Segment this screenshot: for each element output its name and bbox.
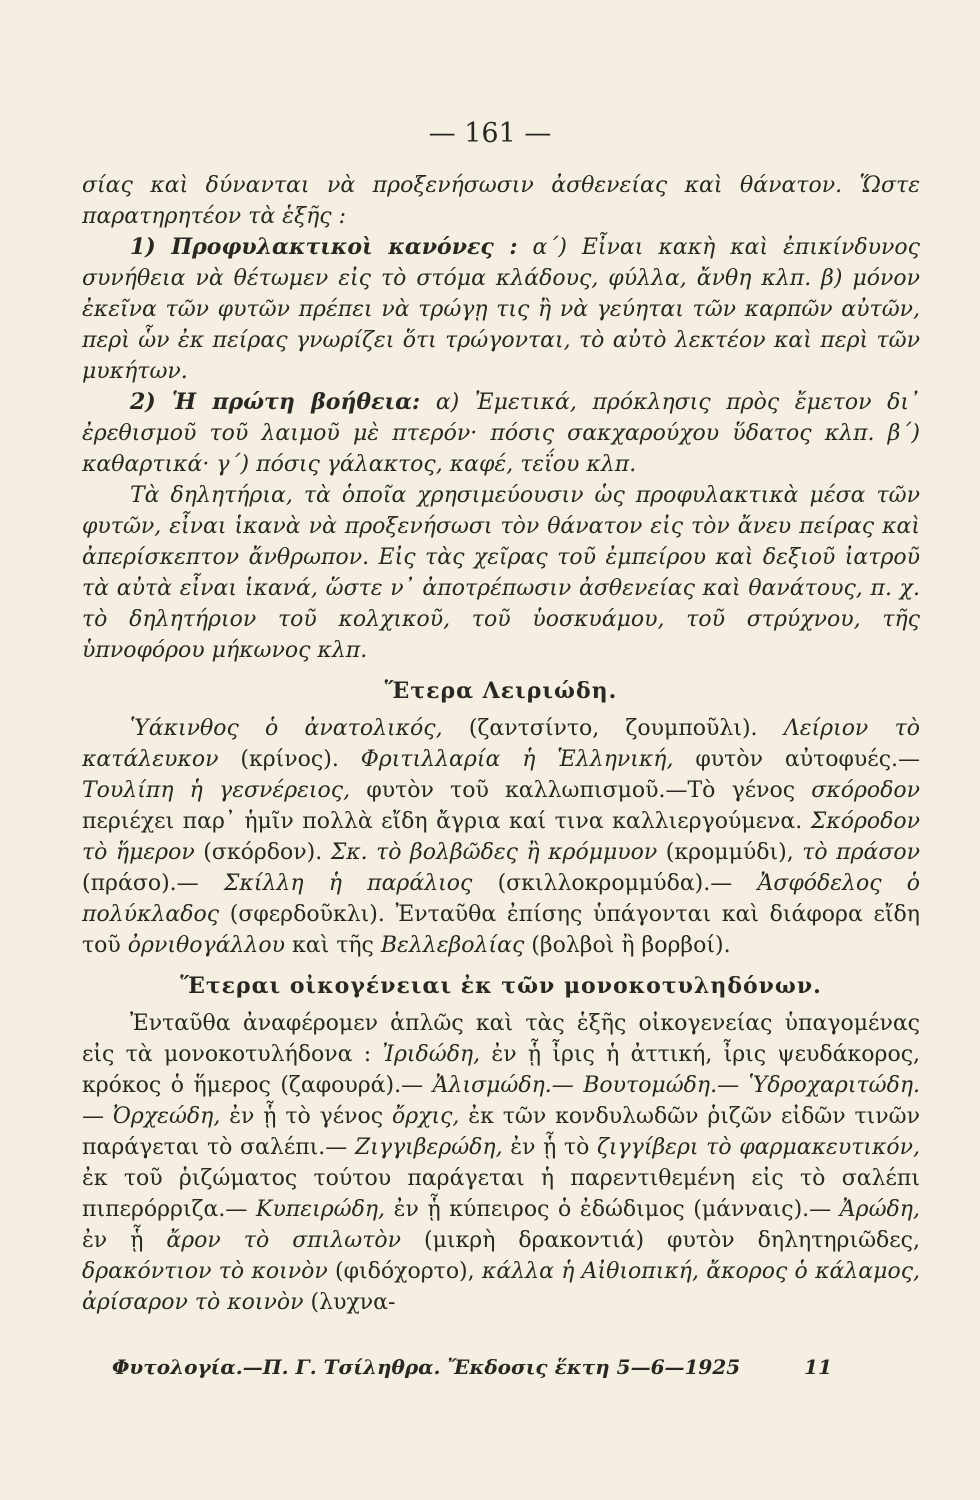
- t-a: Ὑάκινθος ὁ ἀνατολικός,: [130, 716, 443, 741]
- t-v: καὶ τῆς: [291, 933, 374, 958]
- t-i: σκόροδον: [811, 778, 920, 803]
- footer-signature-number: 11: [804, 1355, 832, 1379]
- m-m: ἐν ᾗ κύπειρος ὁ ἐδώδιμος (μάνναις).—: [393, 1197, 832, 1222]
- t-q: Σκίλλη ἡ παράλιος: [223, 871, 473, 896]
- label-first-aid: 2) Ἡ πρώτη βοήθεια:: [130, 389, 421, 415]
- footer-citation: Φυτολογία.—Π. Γ. Τσίληθρα. Ἔκδοσις ἕκτη 5—6—1925: [112, 1355, 741, 1379]
- t-s: Ἀσφόδελος ὁ πολύκλαδος: [82, 871, 921, 927]
- m-p: ἄρον τὸ σπιλωτὸν: [166, 1228, 402, 1253]
- m-n: Ἀρώδη,: [839, 1197, 920, 1222]
- t-h: φυτὸν τοῦ καλλωπισμοῦ.—Τὸ γένος: [366, 778, 796, 803]
- paragraph-first-aid: [82, 387, 920, 480]
- m-s: (φιδόχορτο),: [335, 1259, 475, 1284]
- t-l: (σκόρδον).: [203, 840, 323, 865]
- t-x: (βολβοὶ ἢ βορβοί).: [531, 933, 731, 958]
- paragraph-preventive-rules: [82, 232, 920, 387]
- paragraph-intro: [82, 170, 920, 232]
- m-t: κάλλα ἡ Αἰθιοπική, ἄκορος ὁ κάλαμος, ἀρίσαρον τὸ κοινὸν: [82, 1259, 921, 1315]
- t-d: (κρίνος).: [240, 747, 339, 772]
- t-j: περιέχει παρ᾽ ἡμῖν πολλὰ εἴδη ἄγρια καί τινα καλλιεργούμενα.: [82, 809, 803, 834]
- t-m: Σκ. τὸ βολβῶδες ἢ κρόμμυον: [330, 840, 658, 865]
- m-q: (μικρὴ δρακοντιά) φυτὸν δηλητηριῶδες,: [424, 1228, 920, 1253]
- text-first-aid: α) Ἐμετικά, πρόκλησις πρὸς ἔμετον δι᾽ ἐρεθισμοῦ τοῦ λαιμοῦ μὲ πτερόν· πόσις σακχαρούχου ὕδατος κλπ. β΄) καθαρτικά· γ΄) πόσις γάλακτος, καφέ, τεΐου κλπ.: [82, 390, 921, 477]
- m-h: Ζιγγιβερώδη,: [354, 1135, 503, 1160]
- m-k: ἐκ τοῦ ῥιζώματος τούτου παράγεται ἡ παρεντιθεμένη εἰς τὸ σαλέπι πιπερόρριζα.—: [82, 1166, 920, 1222]
- text-poisons: Τὰ δηλητήρια, τὰ ὁποῖα χρησιμεύουσιν ὡς προφυλακτικὰ μέσα τῶν φυτῶν, εἶναι ἱκανὰ νὰ προξενήσωσι τὸν θάνατον εἰς τὸν ἄνευ πείρας καὶ ἀπερίσκεπτον ἄνθρωπον. Εἰς τὰς χεῖρας τοῦ ἐμπείρου καὶ δεξιοῦ ἰατροῦ τὰ αὐτὰ εἶναι ἱκανά, ὥστε ν᾽ ἀποτρέπωσιν ἀσθενείας καὶ θανάτους, π. χ. τὸ δηλητήριον τοῦ κολχικοῦ, τοῦ ὑοσκυάμου, τοῦ στρύχνου, τῆς ὑπνοφόρου μήκωνος κλπ.: [82, 483, 920, 663]
- paragraph-liliaceae: [82, 713, 920, 961]
- heading-other-liliaceae: Ἕτερα Λειριώδη.: [384, 678, 618, 704]
- page-number: — 161 —: [428, 118, 552, 149]
- label-preventive-rules: 1) Προφυλακτικοὶ κανόνες :: [130, 234, 518, 260]
- m-u: (λυχνα-: [310, 1290, 396, 1315]
- m-o: ἐν ᾗ: [82, 1228, 144, 1253]
- t-r: (σκιλλοκρομμύδα).—: [497, 871, 733, 896]
- m-r: δρακόντιον τὸ κοινὸν: [82, 1259, 328, 1284]
- t-k: Σκόροδον τὸ ἥμερον: [82, 809, 920, 865]
- m-f: ὄρχις,: [391, 1104, 460, 1129]
- t-b: (ζαντσίντο, ζουμποῦλι).: [468, 716, 758, 741]
- paragraph-monocots: [82, 1008, 920, 1318]
- m-l: Κυπειρώδη,: [256, 1197, 386, 1222]
- paragraph-poisons: [82, 480, 920, 666]
- t-o: τὸ πράσον: [802, 840, 920, 865]
- m-d: Ἀλισμώδη.— Βουτομώδη.— Ὑδροχαριτώδη.— Ὀρχεώδη,: [82, 1073, 920, 1129]
- page-body: [82, 170, 920, 1318]
- t-g: Τουλίπη ἡ γεσνέρειος,: [82, 778, 351, 803]
- m-b: Ἰριδώδη,: [382, 1042, 481, 1067]
- t-t: (σφερδοῦκλι). Ἐνταῦθα ἐπίσης ὑπάγονται καὶ διάφορα εἴδη τοῦ: [82, 902, 920, 958]
- t-u: ὀρνιθογάλλου: [127, 933, 285, 958]
- m-g: ἐκ τῶν κονδυλωδῶν ῥιζῶν εἰδῶν τινῶν παράγεται τὸ σαλέπι.—: [82, 1104, 920, 1160]
- t-e: Φριτιλλαρία ἡ Ἑλληνική,: [360, 747, 674, 772]
- m-c: ἐν ᾗ ἶρις ἡ ἀττική, ἶρις ψευδάκορος, κρόκος ὁ ἥμερος (ζαφουρά).—: [82, 1042, 921, 1098]
- t-p: (πράσο).—: [82, 871, 199, 896]
- heading-other-monocot-families: Ἕτεραι οἰκογένειαι ἐκ τῶν μονοκοτυληδόνων.: [180, 973, 822, 999]
- page-footer: [112, 1355, 832, 1379]
- t-w: Βελλεβολίας: [380, 933, 525, 958]
- t-c: Λείριον τὸ κατάλευκον: [82, 716, 920, 772]
- text-intro: σίας καὶ δύνανται νὰ προξενήσωσιν ἀσθενείας καὶ θάνατον. Ὥστε παρατηρητέον τὰ ἑξῆς :: [82, 173, 920, 229]
- m-a: Ἐνταῦθα ἀναφέρομεν ἁπλῶς καὶ τὰς ἑξῆς οἰκογενείας ὑπαγομένας εἰς τὰ μονοκοτυλήδονα :: [82, 1011, 920, 1067]
- t-n: (κρομμύδι),: [665, 840, 794, 865]
- m-i: ἐν ᾗ τὸ: [510, 1135, 590, 1160]
- m-e: ἐν ᾗ τὸ γένος: [229, 1104, 384, 1129]
- text-preventive-rules: α΄) Εἶναι κακὴ καὶ ἐπικίνδυνος συνήθεια νὰ θέτωμεν εἰς τὸ στόμα κλάδους, φύλλα, ἄνθη κλπ. β) μόνον ἐκεῖνα τῶν φυτῶν πρέπει νὰ τρώγῃ τις ἢ νὰ γεύηται τῶν καρπῶν αὐτῶν, περὶ ὧν ἐκ πείρας γνωρίζει ὅτι τρώγονται, τὸ αὐτὸ λεκτέον καὶ περὶ τῶν μυκήτων.: [82, 235, 920, 384]
- m-j: ζιγγίβερι τὸ φαρμακευτικόν,: [596, 1135, 921, 1160]
- t-f: φυτὸν αὐτοφυές.—: [695, 747, 921, 772]
